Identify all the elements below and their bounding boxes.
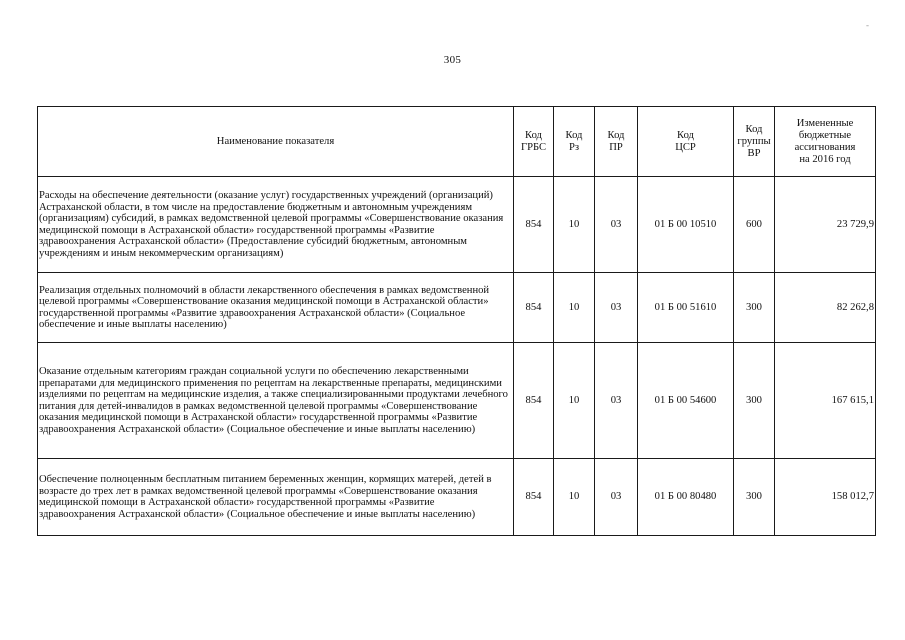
row-grbs: 854 — [514, 177, 554, 273]
row-sum: 167 615,1 — [775, 343, 876, 459]
header-name: Наименование показателя — [38, 107, 514, 177]
page-number: 305 — [443, 54, 462, 66]
row-csr: 01 Б 00 51610 — [638, 273, 734, 343]
row-csr: 01 Б 00 80480 — [638, 459, 734, 536]
row-rz: 10 — [554, 273, 595, 343]
row-sum: 23 729,9 — [775, 177, 876, 273]
row-rz: 10 — [554, 343, 595, 459]
table-header-row — [38, 107, 876, 177]
header-rz: Код Рз — [554, 107, 595, 177]
row-name: Обеспечение полноценным бесплатным питанием беременных женщин, кормящих матерей, детей в возрасте до трех лет в рамках ведомственной целевой программы «Совершенствование оказания медицинской помощи в Астраханской области» государственной программы «Развитие здравоохранения Астраханской области» (Социальное обеспечение и иные выплаты населению) — [38, 459, 514, 536]
row-pr: 03 — [595, 343, 638, 459]
row-sum: 158 012,7 — [775, 459, 876, 536]
header-grbs: Код ГРБС — [514, 107, 554, 177]
row-vr: 300 — [734, 343, 775, 459]
row-rz: 10 — [554, 177, 595, 273]
row-name: Расходы на обеспечение деятельности (оказание услуг) государственных учреждений (организаций) Астраханской области, в том числе на предоставление бюджетным и автономным учреждениям (организациям) субсидий, в рамках ведомственной целевой программы «Совершенствование оказания медицинской помощи в Астраханской области» государственной программы «Развитие здравоохранения Астраханской области» (Предоставление субсидий бюджетным, автономным учреждениям и иным некоммерческим организациям) — [38, 177, 514, 273]
budget-table — [37, 106, 876, 536]
row-pr: 03 — [595, 273, 638, 343]
header-pr: Код ПР — [595, 107, 638, 177]
header-vr: Код группы ВР — [734, 107, 775, 177]
header-csr: Код ЦСР — [638, 107, 734, 177]
row-vr: 300 — [734, 459, 775, 536]
row-vr: 600 — [734, 177, 775, 273]
row-name: Оказание отдельным категориям граждан социальной услуги по обеспечению лекарственными препаратами для медицинского применения по рецептам на лекарственные препараты, медицинскими изделиями по рецептам на медицинские изделия, а также специализированными продуктами лечебного питания для детей-инвалидов в рамках ведомственной целевой программы «Совершенствование оказания медицинской помощи в Астраханской области» государственной программы «Развитие здравоохранения Астраханской области» (Социальное обеспечение и иные выплаты населению) — [38, 343, 514, 459]
row-grbs: 854 — [514, 459, 554, 536]
row-pr: 03 — [595, 177, 638, 273]
table-row — [38, 343, 876, 459]
row-pr: 03 — [595, 459, 638, 536]
row-grbs: 854 — [514, 343, 554, 459]
corner-mark: - — [866, 20, 869, 30]
table-row — [38, 177, 876, 273]
row-sum: 82 262,8 — [775, 273, 876, 343]
row-rz: 10 — [554, 459, 595, 536]
row-csr: 01 Б 00 10510 — [638, 177, 734, 273]
row-grbs: 854 — [514, 273, 554, 343]
header-sum: Измененные бюджетные ассигнования на 2016 год — [775, 107, 876, 177]
row-vr: 300 — [734, 273, 775, 343]
table-row — [38, 273, 876, 343]
table-row — [38, 459, 876, 536]
row-name: Реализация отдельных полномочий в области лекарственного обеспечения в рамках ведомственной целевой программы «Совершенствование оказания медицинской помощи в Астраханской области» государственной программы «Развитие здравоохранения Астраханской области» (Социальное обеспечение и иные выплаты населению) — [38, 273, 514, 343]
row-csr: 01 Б 00 54600 — [638, 343, 734, 459]
